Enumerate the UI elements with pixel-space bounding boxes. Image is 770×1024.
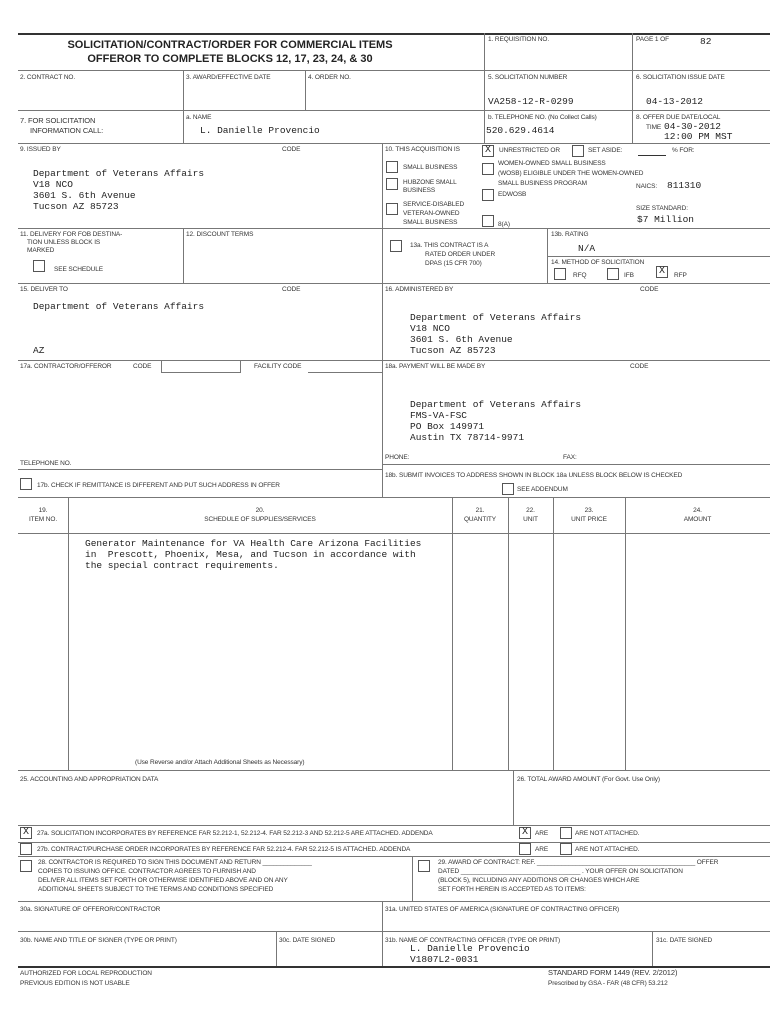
payment-label: 18a. PAYMENT WILL BE MADE BY [385, 363, 486, 370]
deliver-to-code-label: CODE [282, 286, 301, 293]
small-business-checkbox[interactable] [386, 161, 398, 173]
name-label: a. NAME [186, 114, 212, 121]
naics-value: 811310 [667, 180, 702, 191]
issued-by-line4: Tucson AZ 85723 [33, 201, 119, 212]
issued-by-line1: Department of Veterans Affairs [33, 168, 205, 179]
administered-by-label: 16. ADMINISTERED BY [385, 286, 454, 293]
27a-are-not-checkbox[interactable] [560, 827, 572, 839]
col-amount-num: 24. [693, 507, 702, 514]
form-title-line2: OFFEROR TO COMPLETE BLOCKS 12, 17, 23, 24, & 30 [87, 53, 373, 65]
rfq-checkbox[interactable] [554, 268, 566, 280]
27a-are-not-label: ARE NOT ATTACHED. [575, 830, 640, 837]
footer-right-1: STANDARD FORM 1449 (REV. 2/2012) [548, 968, 678, 977]
method-label: 14. METHOD OF SOLICITATION [551, 259, 645, 266]
hubzone-label-2: BUSINESS [403, 187, 436, 194]
rated-order-checkbox[interactable] [390, 240, 402, 252]
administered-by-line1: Department of Veterans Affairs [410, 312, 582, 323]
ifb-checkbox[interactable] [607, 268, 619, 280]
telephone-no-label: TELEPHONE NO. [20, 460, 72, 467]
signer-name-label: 30b. NAME AND TITLE OF SIGNER (TYPE OR PRINT) [20, 937, 177, 944]
phone-label: PHONE: [385, 454, 410, 461]
rating-value: N/A [578, 243, 596, 254]
8a-label: 8(A) [498, 221, 510, 228]
29-checkbox[interactable] [418, 860, 430, 872]
col-unit-num: 22. [526, 507, 535, 514]
wosb-label-3: SMALL BUSINESS PROGRAM [498, 180, 587, 187]
hubzone-label-1: HUBZONE SMALL [403, 179, 457, 186]
schedule-desc-line2: in Prescott, Phoenix, Mesa, and Tucson in accordance with [85, 549, 416, 560]
payment-code-label: CODE [630, 363, 649, 370]
27a-are-label: ARE [535, 830, 549, 837]
deliver-to-line1: Department of Veterans Affairs [33, 301, 205, 312]
ifb-label: IFB [624, 272, 634, 279]
see-schedule-label: SEE SCHEDULE [54, 266, 104, 273]
accounting-label: 25. ACCOUNTING AND APPROPRIATION DATA [20, 776, 159, 783]
fob-label-1: 11. DELIVERY FOR FOB DESTINA- [20, 231, 123, 238]
payment-line4: Austin TX 78714-9971 [410, 432, 525, 443]
wosb-label-1: WOMEN-OWNED SMALL BUSINESS [498, 160, 606, 167]
set-aside-label: SET ASIDE: [588, 147, 623, 154]
issued-by-line2: V18 NCO [33, 179, 73, 190]
fob-label-2: TION UNLESS BLOCK IS [27, 239, 101, 246]
sdvosb-label-2: VETERAN-OWNED [403, 210, 460, 217]
see-schedule-checkbox[interactable] [33, 260, 45, 272]
total-award-label: 26. TOTAL AWARD AMOUNT (For Govt. Use Only) [517, 776, 660, 783]
size-standard-label: SIZE STANDARD: [636, 205, 688, 212]
offer-due-time: 12:00 PM MST [664, 131, 733, 142]
co-name-label: 31b. NAME OF CONTRACTING OFFICER (TYPE OR PRINT) [385, 937, 561, 944]
29-line1: 29. AWARD OF CONTRACT: REF. _____________________________________________ OFFER [438, 859, 719, 866]
27a-label: 27a. SOLICITATION INCORPORATES BY REFERENCE FAR 52.212-1, 52.212-4. FAR 52.212-3 AND 52.212-5 ARE ATTACHED. ADDENDA [37, 830, 433, 837]
29-line4: SET FORTH HEREIN IS ACCEPTED AS TO ITEMS: [438, 886, 586, 893]
issue-date: 04-13-2012 [646, 96, 704, 107]
pct-for-label: % FOR: [672, 147, 695, 154]
rated-order-label-1: 13a. THIS CONTRACT IS A [410, 242, 489, 249]
co-name: L. Danielle Provencio [410, 943, 530, 954]
offer-due-date: 04-30-2012 [664, 121, 722, 132]
submit-invoices-label: 18b. SUBMIT INVOICES TO ADDRESS SHOWN IN BLOCK 18a UNLESS BLOCK BELOW IS CHECKED [385, 472, 683, 479]
28-line2: COPIES TO ISSUING OFFICE. CONTRACTOR AGREES TO FURNISH AND [38, 868, 256, 875]
rating-label: 13b. RATING [551, 231, 589, 238]
order-no-label: 4. ORDER NO. [308, 74, 351, 81]
offeror-date-signed-label: 30c. DATE SIGNED [279, 937, 336, 944]
28-line1: 28. CONTRACTOR IS REQUIRED TO SIGN THIS DOCUMENT AND RETURN ______________ [38, 859, 312, 866]
telephone-number: 520.629.4614 [486, 125, 555, 136]
28-line4: ADDITIONAL SHEETS SUBJECT TO THE TERMS AND CONDITIONS SPECIFIED [38, 886, 274, 893]
contractor-code-label: CODE [133, 363, 152, 370]
size-standard-value: $7 Million [637, 214, 695, 225]
hubzone-checkbox[interactable] [386, 178, 398, 190]
solicitation-number: VA258-12-R-0299 [488, 96, 574, 107]
fob-label-3: MARKED [27, 247, 55, 254]
see-addendum-checkbox[interactable] [502, 483, 514, 495]
unrestricted-label: UNRESTRICTED OR [499, 147, 560, 154]
info-call-label-1: 7. FOR SOLICITATION [20, 116, 96, 125]
wosb-checkbox[interactable] [482, 163, 494, 175]
form-title-line1: SOLICITATION/CONTRACT/ORDER FOR COMMERCIAL ITEMS [67, 39, 393, 51]
col-schedule-label: SCHEDULE OF SUPPLIES/SERVICES [204, 516, 316, 523]
27b-are-checkbox[interactable] [519, 843, 531, 855]
28-checkbox[interactable] [20, 860, 32, 872]
award-date-label: 3. AWARD/EFFECTIVE DATE [186, 74, 271, 81]
administered-by-code-label: CODE [640, 286, 659, 293]
footer-left-2: PREVIOUS EDITION IS NOT USABLE [20, 980, 130, 987]
payment-line3: PO Box 149971 [410, 421, 485, 432]
administered-by-line3: 3601 S. 6th Avenue [410, 334, 513, 345]
co-date-signed-label: 31c. DATE SIGNED [656, 937, 713, 944]
col-unit-price-num: 23. [584, 507, 594, 514]
wosb-label-2: (WOSB) ELIGIBLE UNDER THE WOMEN-OWNED [498, 170, 644, 177]
info-call-label-2: INFORMATION CALL: [30, 126, 104, 135]
col-amount-label: AMOUNT [683, 516, 712, 523]
signature-co-label: 31a. UNITED STATES OF AMERICA (SIGNATURE OF CONTRACTING OFFICER) [385, 906, 620, 913]
acquisition-label: 10. THIS ACQUISITION IS [385, 146, 460, 153]
col-quantity-num: 21. [475, 507, 485, 514]
page-total: 82 [700, 36, 712, 47]
8a-checkbox[interactable] [482, 215, 494, 227]
contract-no-label: 2. CONTRACT NO. [20, 74, 76, 81]
footer-right-2: Prescribed by GSA - FAR (48 CFR) 53.212 [548, 980, 668, 987]
offer-due-label: 8. OFFER DUE DATE/LOCAL [636, 114, 721, 121]
co-id: V1807L2-0031 [410, 954, 479, 965]
fax-label: FAX: [563, 454, 577, 461]
rated-order-label-2: RATED ORDER UNDER [425, 251, 496, 258]
rfp-label: RFP [674, 272, 687, 279]
27a-are-checkbox[interactable]: X [519, 827, 531, 839]
rfq-label: RFQ [573, 272, 587, 279]
time-label: TIME [646, 124, 662, 131]
rated-order-label-3: DPAS (15 CFR 700) [425, 260, 482, 267]
payment-line2: FMS-VA-FSC [410, 410, 468, 421]
col-unit-label: UNIT [523, 516, 538, 523]
edwosb-checkbox[interactable] [482, 189, 494, 201]
contractor-label: 17a. CONTRACTOR/OFFEROR [20, 363, 112, 370]
29-line2: DATED __________________________________ . YOUR OFFER ON SOLICITATION [438, 868, 683, 875]
col-quantity-label: QUANTITY [463, 516, 497, 523]
discount-terms-label: 12. DISCOUNT TERMS [186, 231, 254, 238]
naics-label: NAICS: [636, 183, 658, 190]
29-line3: (BLOCK 5), INCLUDING ANY ADDITIONS OR CHANGES WHICH ARE [438, 877, 640, 884]
27b-are-label: ARE [535, 846, 549, 853]
deliver-to-line2: AZ [33, 345, 45, 356]
small-business-label: SMALL BUSINESS [403, 164, 458, 171]
col-unit-price-label: UNIT PRICE [571, 516, 607, 523]
col-schedule-num: 20. [255, 507, 265, 514]
27a-checkbox[interactable]: X [20, 827, 32, 839]
remittance-checkbox[interactable] [20, 478, 32, 490]
col-item-label: ITEM NO. [28, 516, 58, 523]
administered-by-line4: Tucson AZ 85723 [410, 345, 496, 356]
28-line3: DELIVER ALL ITEMS SET FORTH OR OTHERWISE IDENTIFIED ABOVE AND ON ANY [38, 877, 288, 884]
facility-code-label: FACILITY CODE [254, 363, 302, 370]
issued-by-line3: 3601 S. 6th Avenue [33, 190, 136, 201]
contact-name: L. Danielle Provencio [200, 125, 320, 136]
remittance-label: 17b. CHECK IF REMITTANCE IS DIFFERENT AND PUT SUCH ADDRESS IN OFFER [37, 482, 280, 489]
27b-label: 27b. CONTRACT/PURCHASE ORDER INCORPORATES BY REFERENCE FAR 52.212-4. FAR 52.212-5 IS ATTACHED. ADDENDA [37, 846, 411, 853]
sdvosb-label-1: SERVICE-DISABLED [403, 201, 465, 208]
signature-offeror-label: 30a. SIGNATURE OF OFFEROR/CONTRACTOR [20, 906, 161, 913]
issue-date-label: 6. SOLICITATION ISSUE DATE [636, 74, 725, 81]
page-label: PAGE 1 OF [636, 36, 669, 43]
schedule-desc-line1: Generator Maintenance for VA Health Care Arizona Facilities [85, 538, 422, 549]
payment-line1: Department of Veterans Affairs [410, 399, 582, 410]
rfp-checkbox[interactable]: X [656, 266, 668, 278]
sdvosb-label-3: SMALL BUSINESS [403, 219, 458, 226]
administered-by-line2: V18 NCO [410, 323, 450, 334]
27b-are-not-label: ARE NOT ATTACHED. [575, 846, 640, 853]
see-addendum-label: SEE ADDENDUM [517, 486, 568, 493]
col-item-num: 19. [38, 507, 48, 514]
deliver-to-label: 15. DELIVER TO [20, 286, 68, 293]
sdvosb-checkbox[interactable] [386, 203, 398, 215]
solicitation-number-label: 5. SOLICITATION NUMBER [488, 74, 568, 81]
contractor-code-field[interactable] [161, 360, 241, 373]
schedule-desc-line3: the special contract requirements. [85, 560, 279, 571]
set-aside-checkbox[interactable] [572, 145, 584, 157]
facility-code-field[interactable] [308, 360, 382, 373]
requisition-label: 1. REQUISITION NO. [488, 36, 550, 43]
issued-by-label: 9. ISSUED BY [20, 146, 61, 153]
telephone-label: b. TELEPHONE NO. (No Collect Calls) [488, 114, 597, 121]
27b-checkbox[interactable] [20, 843, 32, 855]
footer-left-1: AUTHORIZED FOR LOCAL REPRODUCTION [20, 970, 152, 977]
27b-are-not-checkbox[interactable] [560, 843, 572, 855]
issued-by-code-label: CODE [282, 146, 301, 153]
schedule-footnote: (Use Reverse and/or Attach Additional Sheets as Necessary) [135, 759, 305, 766]
edwosb-label: EDWOSB [498, 191, 527, 198]
unrestricted-checkbox[interactable]: X [482, 145, 494, 157]
